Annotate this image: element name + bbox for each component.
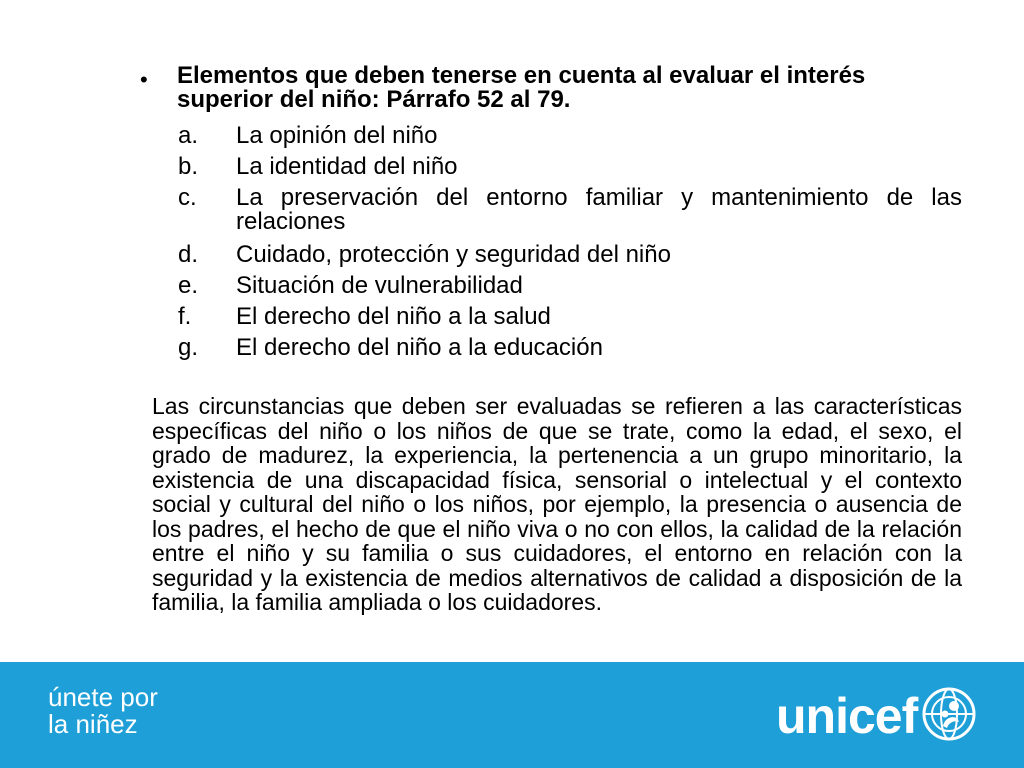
list-marker: c.: [178, 184, 197, 211]
list-item-text: El derecho del niño a la educación: [236, 334, 603, 361]
list-marker: d.: [178, 241, 199, 268]
tagline-line-2: la niñez: [48, 709, 138, 739]
list-item: [178, 186, 962, 234]
body-paragraph: Las circunstancias que deben ser evaluadas se refieren a las características específicas del niño o los niños de que se trate, como la edad, el sexo, el grado de madurez, la experiencia, la pertenencia a un grupo minoritario, la existencia de una discapacidad física, sensorial o intelectual y el contexto social y cultural del niño o los niños, por ejemplo, la presencia o ausencia de los padres, el hecho de que el niño viva o no con ellos, la calidad de la relación entre el niño y su familia o sus cuidadores, el entorno en relación con la seguridad y la existencia de medios alternativos de calidad a disposición de la familia, la familia ampliada o los cuidadores.: [152, 393, 962, 615]
list-item: [178, 305, 962, 329]
list-marker: e.: [178, 272, 199, 299]
bullet-icon: •: [140, 67, 148, 92]
logo-wordmark: unicef: [776, 688, 918, 744]
criteria-list: [178, 124, 962, 367]
list-item-text: Cuidado, protección y seguridad del niño: [236, 241, 671, 268]
list-marker: g.: [178, 334, 199, 361]
list-item: [178, 274, 962, 298]
footer-tagline: [48, 684, 158, 738]
list-item-text: La identidad del niño: [236, 153, 458, 180]
list-marker: b.: [178, 153, 199, 180]
unicef-globe-emblem-icon: [921, 686, 977, 747]
list-item: [178, 124, 962, 148]
list-marker: a.: [178, 122, 199, 149]
list-item-text: La preservación del entorno familiar y mantenimiento de las relaciones: [236, 184, 962, 235]
list-marker: f.: [178, 303, 192, 330]
list-item-text: Situación de vulnerabilidad: [236, 272, 523, 299]
list-item: [178, 336, 962, 360]
unicef-logo: [776, 681, 977, 751]
list-item: [178, 243, 962, 267]
tagline-line-1: únete por: [48, 682, 158, 712]
list-item-text: La opinión del niño: [236, 122, 438, 149]
list-item: [178, 155, 962, 179]
slide-heading: Elementos que deben tenerse en cuenta al evaluar el interés superior del niño: Párrafo 52 al 79.: [177, 62, 866, 113]
list-item-text: El derecho del niño a la salud: [236, 303, 551, 330]
